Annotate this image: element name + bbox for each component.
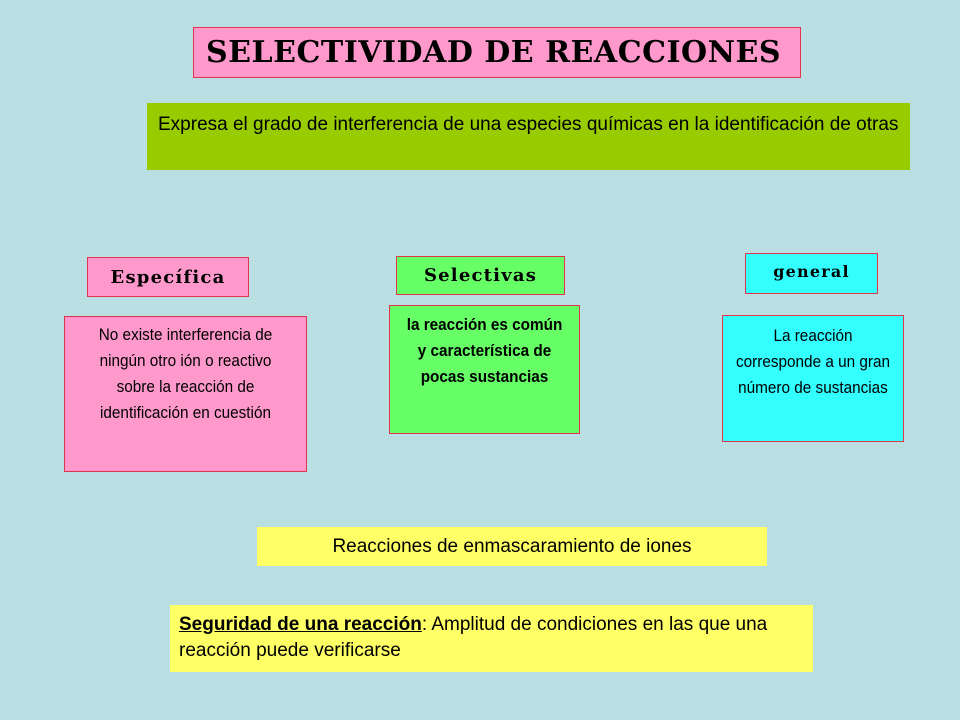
type-label-general: general — [745, 253, 878, 294]
safety-term: Seguridad de una reacción — [179, 614, 422, 635]
description-selectivas-box — [389, 305, 580, 434]
description-general: La reacción corresponde a un gran número de sustancias — [736, 326, 890, 397]
safety-box — [170, 605, 813, 672]
masking-reactions-box: Reacciones de enmascaramiento de iones — [257, 527, 767, 566]
definition-box: Expresa el grado de interferencia de una especies químicas en la identificación de otras — [147, 103, 910, 170]
type-label-selectivas: Selectivas — [396, 256, 565, 295]
description-general-box — [722, 315, 904, 442]
description-especifica-box — [64, 316, 307, 472]
safety-definition: : Amplitud de condiciones en las que una reacción puede verificarse — [179, 614, 768, 661]
title-box — [193, 27, 801, 78]
description-especifica: No existe interferencia de ningún otro ión o reactivo sobre la reacción de identificación en cuestión — [98, 325, 273, 422]
description-selectivas: la reacción es común y característica de pocas sustancias — [406, 315, 563, 386]
page-title: SELECTIVIDAD DE REACCIONES — [206, 35, 782, 70]
type-label-especifica: Específica — [87, 257, 249, 297]
